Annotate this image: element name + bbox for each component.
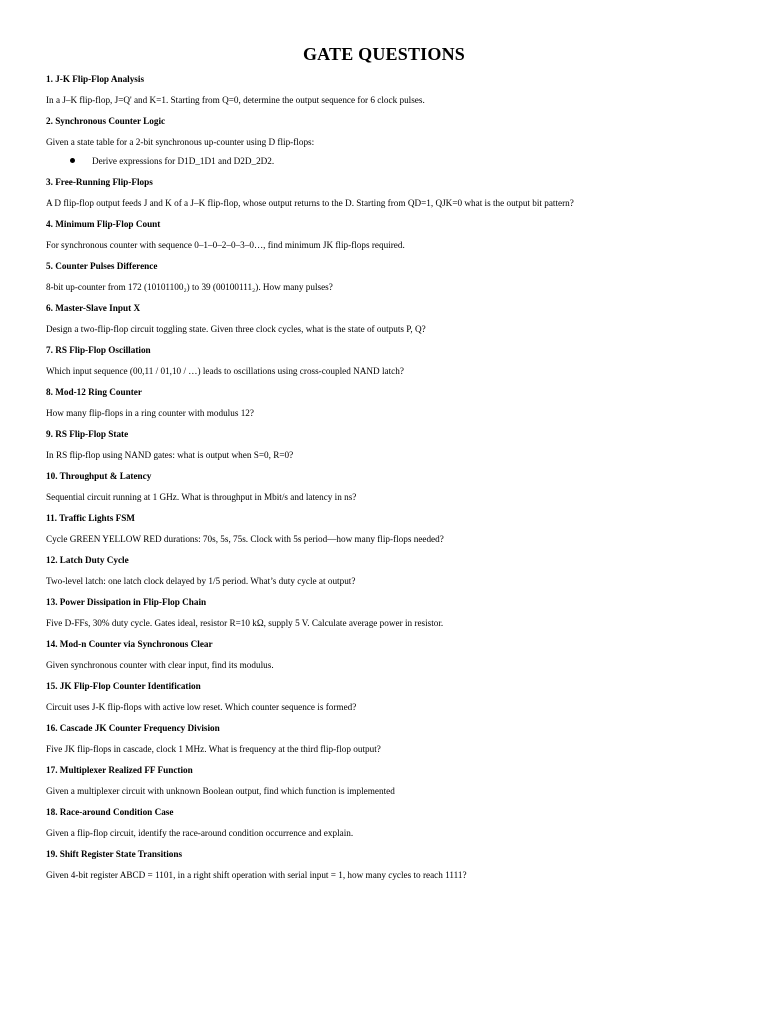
question-heading: 9. RS Flip-Flop State (46, 429, 129, 439)
question-heading: 4. Minimum Flip-Flop Count (46, 219, 161, 229)
question-text: 8-bit up-counter from 172 (10101100₂) to 39 (00100111₂). How many pulses? (46, 282, 333, 292)
question-bullet-item (46, 155, 722, 167)
question-text: Given a state table for a 2-bit synchronous up-counter using D flip-flops: (46, 137, 315, 147)
question-text: Circuit uses J-K flip-flops with active low reset. Which counter sequence is formed? (46, 702, 357, 712)
question-heading: 6. Master-Slave Input X (46, 303, 141, 313)
question-item (46, 554, 722, 587)
question-heading: 8. Mod-12 Ring Counter (46, 387, 142, 397)
question-heading: 12. Latch Duty Cycle (46, 555, 129, 565)
question-text: Given a multiplexer circuit with unknown Boolean output, find which function is implemented (46, 786, 395, 796)
question-heading: 15. JK Flip-Flop Counter Identification (46, 681, 201, 691)
question-heading: 13. Power Dissipation in Flip-Flop Chain (46, 597, 207, 607)
question-text: In RS flip-flop using NAND gates: what is output when S=0, R=0? (46, 450, 294, 460)
question-bullet-text: Derive expressions for D1D_1D1 and D2D_2D2. (92, 156, 275, 166)
question-heading: 17. Multiplexer Realized FF Function (46, 765, 193, 775)
question-heading: 16. Cascade JK Counter Frequency Division (46, 723, 220, 733)
question-text: Given 4-bit register ABCD = 1101, in a right shift operation with serial input = 1, how many cycles to reach 1111? (46, 870, 467, 880)
question-item (46, 470, 722, 503)
question-item (46, 176, 722, 209)
question-item (46, 848, 722, 881)
question-text: A D flip-flop output feeds J and K of a J–K flip-flop, whose output returns to the D. Starting from QD=1, QJK=0 what is the output bit pattern? (46, 198, 574, 208)
question-text: Five JK flip-flops in cascade, clock 1 MHz. What is frequency at the third flip-flop output? (46, 744, 381, 754)
question-item (46, 218, 722, 251)
question-item (46, 806, 722, 839)
question-text: Five D-FFs, 30% duty cycle. Gates ideal, resistor R=10 kΩ, supply 5 V. Calculate average power in resistor. (46, 618, 444, 628)
question-text: Sequential circuit running at 1 GHz. What is throughput in Mbit/s and latency in ns? (46, 492, 357, 502)
question-item (46, 680, 722, 713)
question-item (46, 73, 722, 106)
question-heading: 7. RS Flip-Flop Oscillation (46, 345, 151, 355)
question-item (46, 260, 722, 293)
question-text: For synchronous counter with sequence 0–1–0–2–0–3–0…, find minimum JK flip-flops required. (46, 240, 405, 250)
question-text: Cycle GREEN YELLOW RED durations: 70s, 5s, 75s. Clock with 5s period—how many flip-flops needed? (46, 534, 444, 544)
question-heading: 19. Shift Register State Transitions (46, 849, 183, 859)
question-item (46, 764, 722, 797)
question-text: Given synchronous counter with clear input, find its modulus. (46, 660, 274, 670)
question-item (46, 596, 722, 629)
bullet-dot-icon (70, 158, 75, 163)
page-title: GATE QUESTIONS (302, 44, 465, 64)
question-item (46, 722, 722, 755)
question-item (46, 512, 722, 545)
question-text: How many flip-flops in a ring counter with modulus 12? (46, 408, 254, 418)
question-heading: 14. Mod-n Counter via Synchronous Clear (46, 639, 213, 649)
question-item (46, 386, 722, 419)
question-item (46, 115, 722, 167)
question-heading: 5. Counter Pulses Difference (46, 261, 158, 271)
question-text: Which input sequence (00,11 / 01,10 / …) leads to oscillations using cross-coupled NAND latch? (46, 366, 404, 376)
question-heading: 1. J-K Flip-Flop Analysis (46, 74, 145, 84)
question-heading: 3. Free-Running Flip-Flops (46, 177, 153, 187)
question-list (46, 73, 722, 881)
question-heading: 11. Traffic Lights FSM (46, 513, 135, 523)
question-text: Given a flip-flop circuit, identify the race-around condition occurrence and explain. (46, 828, 354, 838)
question-item (46, 638, 722, 671)
question-heading: 18. Race-around Condition Case (46, 807, 174, 817)
question-heading: 10. Throughput & Latency (46, 471, 152, 481)
question-text: Design a two-flip-flop circuit toggling state. Given three clock cycles, what is the state of outputs P, Q? (46, 324, 426, 334)
question-text: Two-level latch: one latch clock delayed by 1/5 period. What’s duty cycle at output? (46, 576, 356, 586)
question-heading: 2. Synchronous Counter Logic (46, 116, 166, 126)
question-bullet-list (46, 155, 722, 167)
question-text: In a J–K flip-flop, J=Q' and K=1. Starting from Q=0, determine the output sequence for 6 clock pulses. (46, 95, 425, 105)
question-item (46, 302, 722, 335)
question-item (46, 344, 722, 377)
question-item (46, 428, 722, 461)
